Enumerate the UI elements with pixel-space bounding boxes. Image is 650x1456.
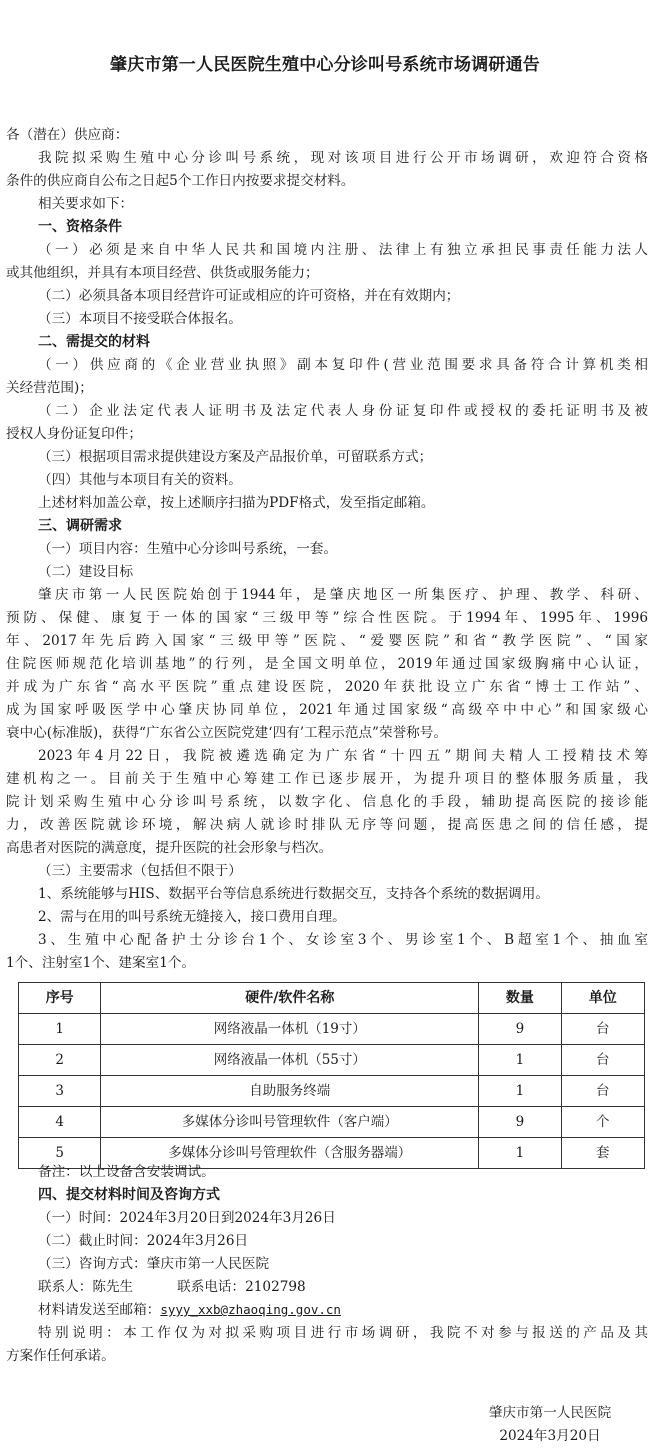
paragraph-line: 特别说明：本工作仅为对拟采购项目进行市场调研，我院不对参与报送的产品及其 (38, 1325, 648, 1341)
paragraph-line: 年、2017年先后跨入国家“三级甲等”医院、“爱婴医院”和省“教学医院”、“国家 (6, 633, 648, 649)
contact-phone: 联系电话：2102798 (177, 1279, 306, 1295)
email-line (38, 1299, 648, 1321)
table-row (19, 1076, 645, 1107)
table-row (19, 1045, 645, 1076)
cell-quantity: 1 (479, 1138, 561, 1169)
paragraph-line: （四）其他与本项目有关的资料。 (38, 472, 242, 488)
paragraph-line: （一）必须是来自中华人民共和国境内注册、法律上有独立承担民事责任能力法人 (38, 242, 648, 258)
paragraph-line: 授权人身份证复印件； (6, 426, 142, 442)
requirement-item: 2、需与在用的叫号系统无缝接入，接口费用自理。 (38, 909, 346, 925)
cell-quantity: 9 (479, 1107, 561, 1138)
contact-line (38, 1276, 648, 1298)
paragraph-line: （三）本项目不接受联合体报名。 (38, 311, 242, 327)
cell-quantity: 1 (479, 1076, 561, 1107)
section-heading-2: 二、需提交的材料 (38, 334, 150, 350)
paragraph-line: （三）主要需求（包括但不限于） (38, 863, 242, 879)
paragraph-line: （二）必须具备本项目经营许可证或相应的许可资格，并在有效期内； (38, 288, 460, 304)
cell-unit: 台 (561, 1014, 644, 1045)
paragraph-line: （一）项目内容：生殖中心分诊叫号系统，一套。 (38, 541, 338, 557)
cell-unit: 台 (561, 1045, 644, 1076)
paragraph-line: 成为国家呼吸医学中心肇庆协同单位，2021年通过国家级“高级卒中中心”和国家级心 (6, 702, 648, 718)
requirements-table (18, 982, 645, 1169)
paragraph-line: （二）截止时间：2024年3月26日 (38, 1233, 249, 1249)
table-row (19, 1107, 645, 1138)
cell-index: 1 (19, 1014, 101, 1045)
email-link[interactable]: syyy_xxb@zhaoqing.gov.cn (160, 1302, 341, 1317)
signature-date: 2024年3月20日 (499, 1428, 601, 1444)
header-cell-unit: 单位 (561, 983, 644, 1014)
section-heading-4: 四、提交材料时间及咨询方式 (38, 1187, 220, 1203)
contact-person: 联系人：陈先生 (38, 1279, 134, 1295)
cell-name: 多媒体分诊叫号管理软件（客户端） (101, 1107, 479, 1138)
paragraph-line: 建机构之一。目前关于生殖中心筹建工作已逐步展开，为提升项目的整体服务质量，我 (6, 771, 648, 787)
paragraph-line: （三）根据项目需求提供建设方案及产品报价单，可留联系方式； (38, 449, 433, 465)
cell-name: 网络液晶一体机（19寸） (101, 1014, 479, 1045)
paragraph-line: 住院医师规范化培训基地”的行列，是全国文明单位，2019年通过国家级胸痛中心认证， (6, 656, 648, 672)
document-title: 肇庆市第一人民医院生殖中心分诊叫号系统市场调研通告 (110, 55, 540, 75)
cell-unit: 台 (561, 1076, 644, 1107)
table-remark: 备注：以上设备含安装调试。 (38, 1164, 215, 1180)
paragraph-line: 2023年4月22日，我院被遴选确定为广东省“十四五”期间夫精人工授精技术筹 (38, 748, 648, 764)
cell-index: 4 (19, 1107, 101, 1138)
cell-unit: 个 (561, 1107, 644, 1138)
salutation: 各（潜在）供应商： (6, 127, 129, 143)
requirement-item: 3、生殖中心配备护士分诊台1个、女诊室3个、男诊室1个、B超室1个、抽血室 (38, 932, 648, 948)
table-row (19, 1014, 645, 1045)
paragraph-line: 上述材料加盖公章，按上述顺序扫描为PDF格式，发至指定邮箱。 (38, 495, 435, 511)
table-header-row (19, 983, 645, 1014)
intro-line: 我院拟采购生殖中心分诊叫号系统，现对该项目进行公开市场调研，欢迎符合资格 (38, 150, 648, 166)
header-cell-index: 序号 (19, 983, 101, 1014)
requirement-item: 1个、注射室1个、建案室1个。 (6, 955, 196, 971)
cell-name: 多媒体分诊叫号管理软件（含服务器端） (101, 1138, 479, 1169)
paragraph-line: （二）企业法定代表人证明书及法定代表人身份证复印件或授权的委托证明书及被 (38, 403, 648, 419)
cell-quantity: 1 (479, 1045, 561, 1076)
email-label: 材料请发送至邮箱： (38, 1302, 161, 1318)
section-heading-1: 一、资格条件 (38, 219, 122, 235)
header-cell-quantity: 数量 (479, 983, 561, 1014)
cell-quantity: 9 (479, 1014, 561, 1045)
cell-name: 自助服务终端 (101, 1076, 479, 1107)
cell-index: 2 (19, 1045, 101, 1076)
paragraph-line: 力，改善医院就诊环境，解决病人就诊时排队无序等问题，提高医患之间的信任感，提 (6, 817, 648, 833)
paragraph-line: 或其他组织，并具有本项目经营、供货或服务能力； (6, 265, 319, 281)
paragraph-line: 肇庆市第一人民医院始创于1944年，是肇庆地区一所集医疗、护理、教学、科研、 (38, 587, 648, 603)
cell-name: 网络液晶一体机（55寸） (101, 1045, 479, 1076)
cell-index: 5 (19, 1138, 101, 1169)
cell-unit: 套 (561, 1138, 644, 1169)
paragraph-line: 预防、保健、康复于一体的国家“三级甲等”综合性医院。于1994年、1995年、1996 (6, 610, 648, 626)
requirement-item: 1、系统能够与HIS、数据平台等信息系统进行数据交互，支持各个系统的数据调用。 (38, 886, 549, 902)
paragraph-line: 并成为广东省“高水平医院”重点建设医院，2020年获批设立广东省“博士工作站”、 (6, 679, 648, 695)
paragraph-line: （一）时间：2024年3月20日到2024年3月26日 (38, 1210, 336, 1226)
paragraph-line: 院计划采购生殖中心分诊叫号系统，以数字化、信息化的手段，辅助提高医院的接诊能 (6, 794, 648, 810)
signature-organization: 肇庆市第一人民医院 (488, 1405, 612, 1421)
cell-index: 3 (19, 1076, 101, 1107)
paragraph-line: 高患者对医院的满意度，提升医院的社会形象与档次。 (6, 840, 333, 856)
section-heading-3: 三、调研需求 (38, 518, 122, 534)
paragraph-line: （一）供应商的《企业营业执照》副本复印件(营业范围要求具备符合计算机类相 (38, 357, 648, 373)
paragraph-line: 衰中心(标准版)，获得“广东省公立医院党建‘四有’工程示范点”荣誉称号。 (6, 725, 447, 741)
paragraph-line: （二）建设目标 (38, 564, 134, 580)
intro-line: 相关要求如下： (38, 196, 134, 212)
paragraph-line: （三）咨询方式：肇庆市第一人民医院 (38, 1256, 270, 1272)
header-cell-name: 硬件/软件名称 (101, 983, 479, 1014)
paragraph-line: 方案作任何承诺。 (6, 1348, 115, 1364)
intro-line: 条件的供应商自公布之日起5个工作日内按要求提交材料。 (6, 173, 355, 189)
paragraph-line: 关经营范围)； (6, 380, 93, 396)
